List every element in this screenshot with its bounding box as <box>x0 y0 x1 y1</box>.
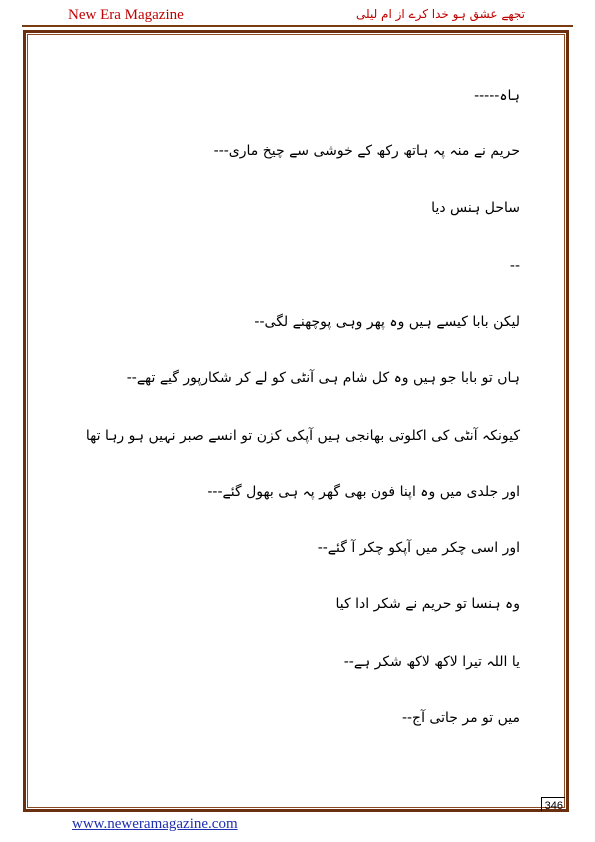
body-line-1: ہاہ----- <box>474 88 520 104</box>
body-line-3: ساحل ہنس دیا <box>431 200 520 216</box>
website-link[interactable]: www.neweramagazine.com <box>72 816 238 832</box>
body-line-8: اور جلدی میں وہ اپنا فون بھی گھر پہ ہی بھول گئے--- <box>207 484 520 500</box>
body-line-4: -- <box>509 258 520 274</box>
body-line-5: لیکن بابا کیسے ہیں وہ پھر وہی پوچھنے لگی-- <box>254 314 520 330</box>
body-line-7: کیونکہ آنٹی کی اکلوتی بھانجی ہیں آپکی کزن تو انسے صبر نہیں ہو رہا تھا <box>85 428 520 444</box>
body-line-10: وہ ہنسا تو حریم نے شکر ادا کیا <box>335 596 520 612</box>
header-divider <box>22 25 573 27</box>
body-line-6: ہاں تو بابا جو ہیں وہ کل شام ہی آنٹی کو لے کر شکارپور گیے تھے-- <box>126 370 520 386</box>
body-line-12: میں تو مر جاتی آج-- <box>401 710 520 726</box>
body-line-9: اور اسی چکر میں آپکو چکر آ گئے-- <box>317 540 520 556</box>
page-number: 346 <box>541 797 565 811</box>
novel-title: تجھے عشق ہو خدا کرے از ام لیلی <box>355 7 525 21</box>
body-line-11: یا اللہ تیرا لاکھ لاکھ شکر ہے-- <box>343 654 520 670</box>
body-line-2: حریم نے منہ پہ ہاتھ رکھ کے خوشی سے چیخ ماری--- <box>213 143 520 159</box>
magazine-name: New Era Magazine <box>68 7 184 23</box>
